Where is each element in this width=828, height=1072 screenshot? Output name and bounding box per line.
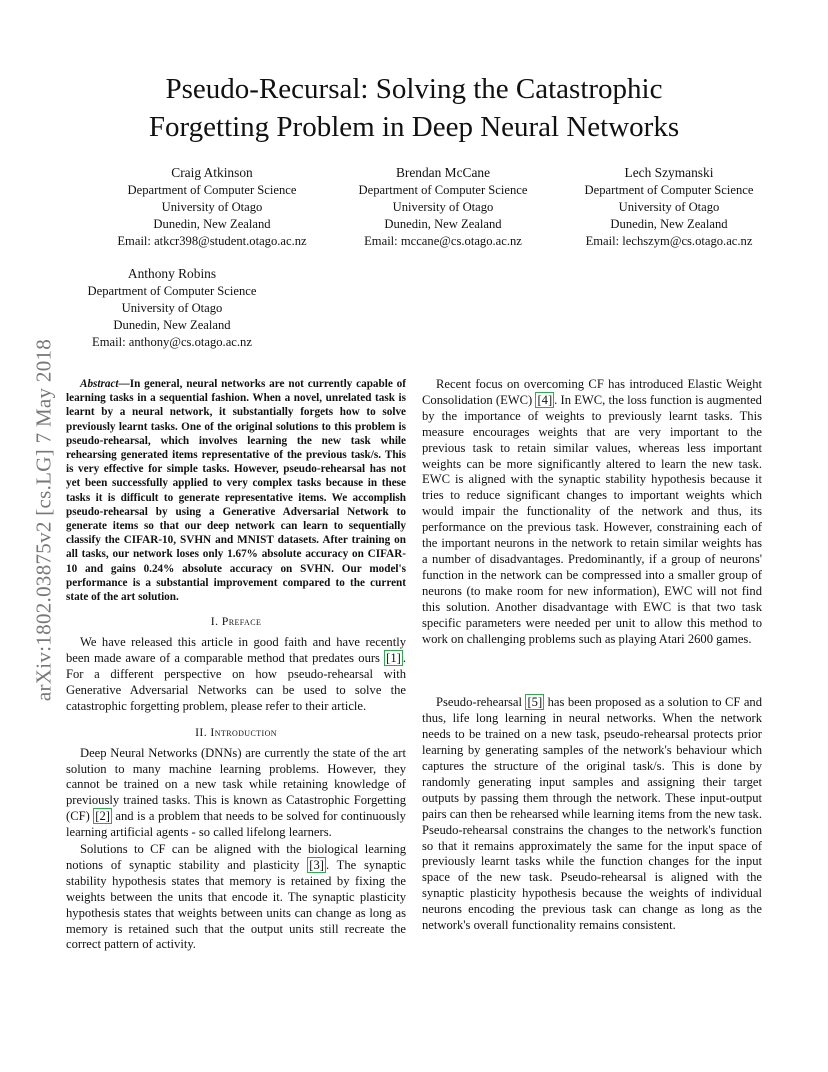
author-university: University of Otago bbox=[618, 200, 720, 214]
paragraph-text: has been proposed as a solution to CF and thus, life long learning in neural networks. When the network needs to be trained on a new task, pseudo-rehearsal protects prior learning by generating samples of the network's behaviour which captures the structure of the original task/s. This is done by randomly generating input samples and assigning their target outputs by passing them through the network. These input-output pairs can then be rehearsed while learning items from the new task. Pseudo-rehearsal constrains the changes to the network's function so that it remains approximately the same for the input space of previously learnt tasks while the function changes for the input space of the new task. Pseudo-rehearsal is aligned with the synaptic plasticity hypothesis because the weights of individual neurons encoding the previous task can change as long as the network's overall functionality remains consistent. bbox=[422, 695, 763, 933]
paragraph bbox=[66, 746, 406, 841]
paragraph bbox=[66, 635, 406, 715]
paragraph-text: . In EWC, the loss function is augmented by the importance of weights to previously learnt tasks. This measure encourages weights that are very important to the previous task to retain similar values, whereas less important weights can be more significantly altered to learn the new task. EWC is aligned with the synaptic stability hypothesis because it tries to reduce significant changes to important weights which would impair the functionality of the network and thus, its performance on the previous task. However, constraining each of the important neurons in the network to retain similar weights has a number of disadvantages. Predominantly, if a group of neurons' function in the network can be compressed into a smaller group of neurons (to make room for new information), EWC will not find this solution. Another disadvantage with EWC is that two task specific parameters were needed per unit to allow this method to work on challenging problems such as playing Atari 2600 games. bbox=[422, 392, 762, 646]
abstract-text: —In general, neural networks are not currently capable of learning tasks in a sequential fashion. When a novel, unrelated task is learnt by a neural network, it substantially forgets how to solve previously learnt tasks. One of the original solutions to this problem is pseudo-rehearsal, which involves learning the new task while rehearsing generated items representative of the previous task/s. This is very effective for simple tasks. However, pseudo-rehearsal has not yet been successfully applied to very complex tasks because in these tasks it is difficult to generate representative items. We accomplish pseudo-rehearsal by using a Generative Adversarial Network to generate items so that our deep network can learn to sequentially classify the CIFAR-10, SVHN and MNIST datasets. After training on all tasks, our network loses only 1.67% absolute accuracy on CIFAR-10 and gains 0.24% absolute accuracy on SVHN. Our model's performance is a substantial improvement compared to the current state of the art solution. bbox=[66, 378, 406, 604]
paragraph-text: Pseudo-rehearsal bbox=[436, 695, 526, 710]
paragraph-text: . The synaptic stability hypothesis states that memory is retained by fixing the weights between the units that encode it. The synaptic plasticity hypothesis states that weights between units can change as long as memory is retained such that the output units still recreate the correct pattern of activity. bbox=[66, 857, 406, 952]
author-block-2 bbox=[333, 164, 553, 250]
author-name: Lech Szymanski bbox=[624, 165, 714, 180]
paragraph-text: Solutions to CF can be aligned with the biological learning notions of synaptic stability and plasticity bbox=[66, 842, 406, 872]
abstract bbox=[66, 377, 406, 604]
author-department: Department of Computer Science bbox=[584, 183, 754, 197]
author-city: Dunedin, New Zealand bbox=[610, 217, 728, 231]
paragraph-text: Deep Neural Networks (DNNs) are currently the state of the art solution to many machine learning problems. However, they cannot be trained on a new task while retaining knowledge of previously trained tasks. This is known as Catastrophic Forgetting (CF) bbox=[66, 745, 406, 824]
arxiv-identifier: arXiv:1802.03875v2 [cs.LG] 7 May 2018 bbox=[31, 338, 56, 702]
author-department: Department of Computer Science bbox=[358, 183, 528, 197]
section-heading-preface: I. Preface bbox=[210, 614, 262, 629]
author-email: Email: mccane@cs.otago.ac.nz bbox=[364, 234, 522, 248]
paragraph-text: and is a problem that needs to be solved for continuously learning artificial agents - so called lifelong learners. bbox=[66, 809, 406, 840]
author-email: Email: anthony@cs.otago.ac.nz bbox=[92, 335, 252, 349]
author-university: University of Otago bbox=[392, 200, 494, 214]
author-name: Brendan McCane bbox=[395, 165, 491, 180]
paper-title bbox=[0, 70, 828, 146]
author-block-3 bbox=[562, 164, 776, 250]
citation-link[interactable]: [2] bbox=[95, 809, 110, 824]
citation-link[interactable]: [5] bbox=[527, 695, 543, 710]
author-email: Email: atkcr398@student.otago.ac.nz bbox=[117, 234, 307, 248]
author-name: Craig Atkinson bbox=[171, 165, 253, 180]
paragraph bbox=[422, 695, 762, 934]
paragraph-text: We have released this article in good faith and have recently been made aware of a comparable method that predates ours bbox=[66, 635, 406, 666]
paragraph bbox=[422, 377, 762, 647]
paragraph bbox=[66, 842, 406, 953]
title-line-1: Pseudo-Recursal: Solving the Catastrophic bbox=[165, 73, 663, 105]
author-city: Dunedin, New Zealand bbox=[153, 217, 271, 231]
author-block-4 bbox=[62, 265, 282, 351]
right-column bbox=[422, 377, 762, 934]
author-city: Dunedin, New Zealand bbox=[384, 217, 502, 231]
left-column bbox=[66, 377, 406, 953]
title-line-2: Forgetting Problem in Deep Neural Networks bbox=[148, 111, 680, 143]
author-department: Department of Computer Science bbox=[87, 284, 257, 298]
citation-link[interactable]: [1] bbox=[386, 651, 401, 666]
author-university: University of Otago bbox=[121, 301, 223, 315]
author-city: Dunedin, New Zealand bbox=[113, 318, 231, 332]
citation-link[interactable]: [3] bbox=[309, 857, 324, 872]
abstract-label: Abstract bbox=[80, 378, 119, 390]
citation-link[interactable]: [4] bbox=[537, 392, 553, 407]
author-name: Anthony Robins bbox=[127, 266, 217, 281]
author-email: Email: lechszym@cs.otago.ac.nz bbox=[585, 234, 753, 248]
author-block-1 bbox=[94, 164, 330, 250]
paragraph-text: Recent focus on overcoming CF has introduced Elastic Weight Consolidation (EWC) bbox=[422, 377, 762, 407]
author-department: Department of Computer Science bbox=[127, 183, 297, 197]
author-university: University of Otago bbox=[161, 200, 263, 214]
paragraph-text: . For a different perspective on how pseudo-rehearsal with Generative Adversarial Networks can be used to solve the catastrophic forgetting problem, please refer to their article. bbox=[66, 651, 406, 713]
section-heading-introduction: II. Introduction bbox=[195, 724, 277, 739]
